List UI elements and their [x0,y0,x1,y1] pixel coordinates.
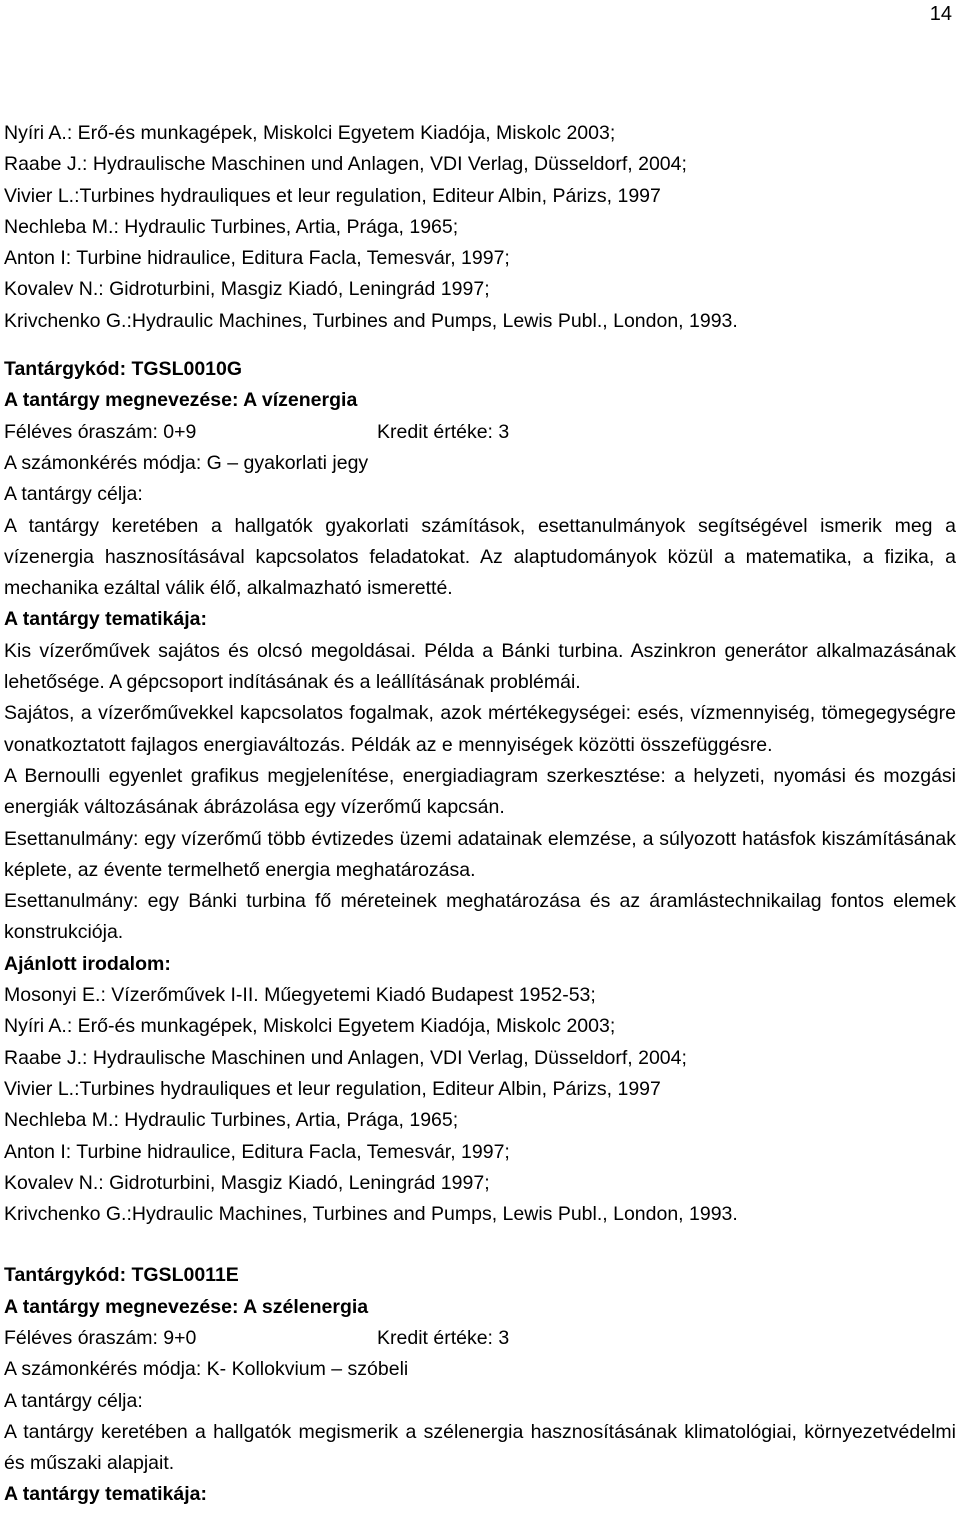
course-topics-label: A tantárgy tematikája: [4,1483,208,1506]
literature-label: Ajánlott irodalom: [4,952,171,975]
literature-item: Nyíri A.: Erő-és munkagépek, Miskolci Egyetem Kiadója, Miskolc 2003; [4,1015,616,1038]
course-section-vizenergia [4,354,956,1230]
page-number: 14 [929,3,952,25]
literature-item: Kovalev N.: Gidroturbini, Masgiz Kiadó, Leningrád 1997; [4,1171,490,1194]
course-goal-text: A tantárgy keretében a hallgatók gyakorlati számítások, esettanulmányok segítségével ismerik meg a vízenergia hasznosításával kapcsolatos feladatokat. Az alaptudományok közül a matematika, a fizika, a mechanika ezáltal válik élő, alkalmazható ismeretté. [4,514,956,600]
literature-item: Raabe J.: Hydraulische Maschinen und Anlagen, VDI Verlag, Düsseldorf, 2004; [4,1046,687,1069]
course-hours-credit [4,1323,956,1354]
reference-item: Vivier L.:Turbines hydrauliques et leur regulation, Editeur Albin, Párizs, 1997 [4,184,661,207]
reference-list-top [4,118,956,337]
literature-item: Nechleba M.: Hydraulic Turbines, Artia, Prága, 1965; [4,1109,459,1132]
course-code: Tantárgykód: TGSL0010G [4,358,243,381]
reference-item: Anton I: Turbine hidraulice, Editura Facla, Temesvár, 1997; [4,247,510,270]
reference-item: Nechleba M.: Hydraulic Turbines, Artia, Prága, 1965; [4,215,459,238]
course-topic-paragraph: Esettanulmány: egy Bánki turbina fő méreteinek meghatározása és az áramlástechnikailag fontos elemek konstrukciója. [4,890,956,944]
reference-item: Nyíri A.: Erő-és munkagépek, Miskolci Egyetem Kiadója, Miskolc 2003; [4,122,616,144]
reference-item: Krivchenko G.:Hydraulic Machines, Turbines and Pumps, Lewis Publ., London, 1993. [4,309,738,332]
course-credit: Kredit értéke: 3 [377,1326,510,1349]
course-topic-paragraph: A Bernoulli egyenlet grafikus megjelenítése, energiadiagram szerkesztése: a helyzeti, nyomási és mozgási energiák változásának ábrázolása egy vízerőmű kapcsán. [4,764,956,819]
course-section-szelenergia [4,1260,956,1510]
document-body [4,118,956,1511]
reference-item: Raabe J.: Hydraulische Maschinen und Anlagen, VDI Verlag, Düsseldorf, 2004; [4,153,687,176]
course-topic-paragraph: Sajátos, a vízerőművekkel kapcsolatos fogalmak, azok mértékegységei: esés, vízmennyiség, tömegegységre vonatkoztatott fajlagos energiaváltozás. Példák az e mennyiségek közötti összefüggésre. [4,702,956,756]
course-hours: Féléves óraszám: 0+9 [4,420,197,443]
course-exam: A számonkérés módja: G – gyakorlati jegy [4,451,369,474]
course-goal-text: A tantárgy keretében a hallgatók megismerik a szélenergia hasznosításának klimatológiai, környezetvédelmi és műszaki alapjait. [4,1420,956,1475]
course-goal-label: A tantárgy célja: [4,1389,143,1412]
course-exam: A számonkérés módja: K- Kollokvium – szóbeli [4,1358,409,1381]
course-topic-paragraph: Kis vízerőművek sajátos és olcsó megoldásai. Példa a Bánki turbina. Aszinkron generátor alkalmazásának lehetősége. A gépcsoport indításának és a leállításának problémái. [4,639,956,694]
literature-item: Anton I: Turbine hidraulice, Editura Facla, Temesvár, 1997; [4,1140,510,1163]
literature-item: Mosonyi E.: Vízerőművek I-II. Műegyetemi Kiadó Budapest 1952-53; [4,984,596,1007]
literature-item: Krivchenko G.:Hydraulic Machines, Turbines and Pumps, Lewis Publ., London, 1993. [4,1203,738,1226]
reference-item: Kovalev N.: Gidroturbini, Masgiz Kiadó, Leningrád 1997; [4,278,490,301]
course-credit: Kredit értéke: 3 [377,420,510,443]
course-code: Tantárgykód: TGSL0011E [4,1264,239,1287]
course-name: A tantárgy megnevezése: A vízenergia [4,389,358,412]
course-topics-label: A tantárgy tematikája: [4,608,208,631]
course-hours-credit [4,417,956,448]
literature-list [4,980,956,1230]
course-hours: Féléves óraszám: 9+0 [4,1326,197,1349]
literature-item: Vivier L.:Turbines hydrauliques et leur regulation, Editeur Albin, Párizs, 1997 [4,1077,661,1100]
course-name: A tantárgy megnevezése: A szélenergia [4,1295,369,1318]
course-topic-paragraph: Esettanulmány: egy vízerőmű több évtizedes üzemi adatainak elemzése, a súlyozott hatásfok kiszámításának képlete, az évente termelhető energia meghatározása. [4,827,956,881]
course-goal-label: A tantárgy célja: [4,483,143,506]
